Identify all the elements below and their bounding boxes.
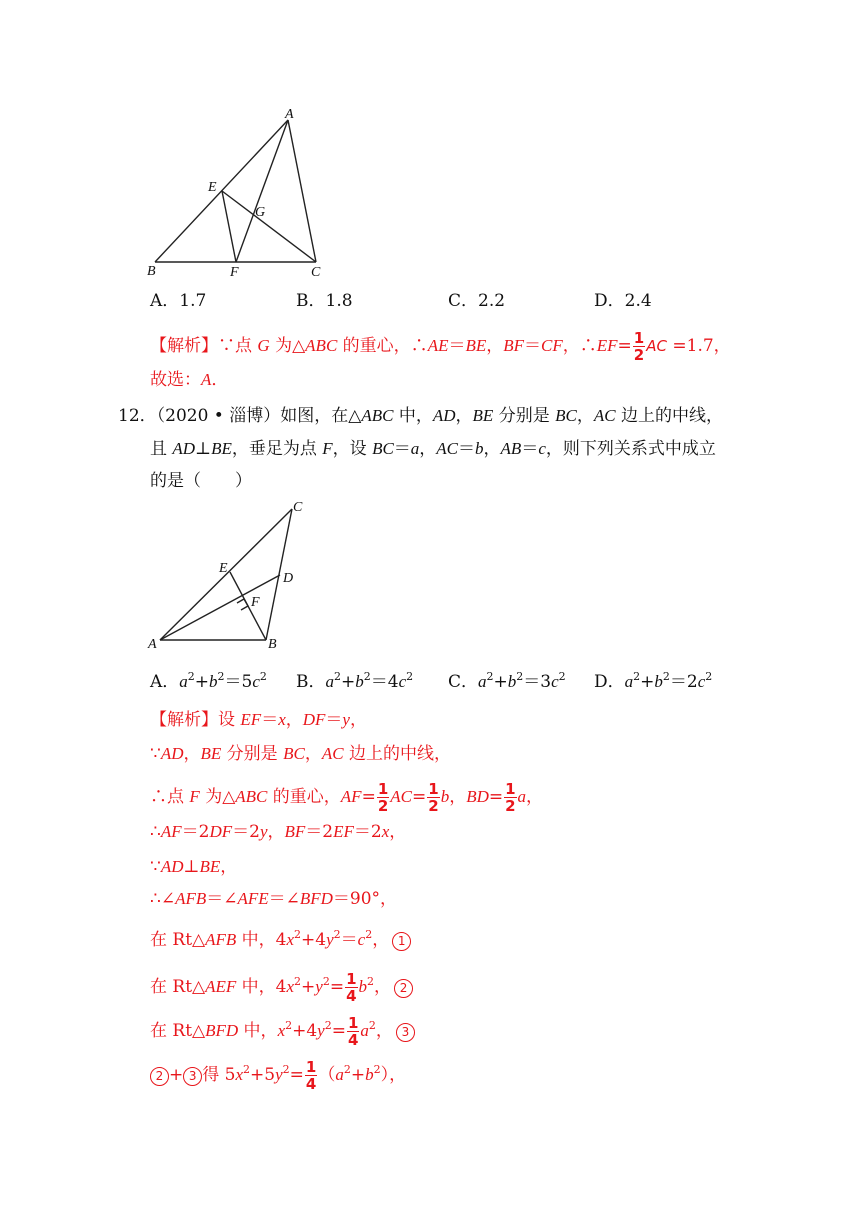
q12-analysis-line8: 在 Rt△AEF 中，$4x^2+y^2=$ $\frac{1}{4}$ $b^2$， 2 bbox=[150, 972, 413, 1003]
q12-option-b: B．$a^2+b^2=4c^2$ bbox=[296, 670, 414, 692]
q12-stem-line1: 12．（2020 • 淄博）如图，在△ABC 中，AD，BE 分别是 BC，AC 边上的中线， bbox=[118, 406, 723, 426]
label-F: F bbox=[251, 595, 260, 610]
q12-analysis-line10: 2 + 3 得 $5x^2+5y^2=$ $\frac{1}{4}$ $(a^2+b^2)$， bbox=[150, 1060, 406, 1091]
q12-option-c: C．$a^2+b^2=3c^2$ bbox=[448, 670, 566, 692]
q12-stem-line3: 的是（ ） bbox=[150, 471, 252, 491]
q11-option-d: D．2.4 bbox=[594, 291, 652, 311]
q12-analysis-line6: ∴∠AFB＝∠AFE＝∠BFD＝90°， bbox=[150, 889, 398, 909]
label-E: E bbox=[219, 561, 228, 576]
label-D: D bbox=[283, 571, 294, 586]
q11-option-a: A．1.7 bbox=[150, 291, 207, 311]
label-B: B bbox=[147, 264, 156, 279]
label-E: E bbox=[208, 180, 217, 195]
q12-analysis-line1: 【解析】设 EF＝x，DF＝y， bbox=[150, 710, 367, 730]
q12-option-d: D．$a^2+b^2=2c^2$ bbox=[594, 670, 713, 692]
triangle-figure-2 bbox=[140, 495, 320, 655]
label-C: C bbox=[311, 265, 321, 280]
q12-analysis-line9: 在 Rt△BFD 中，$x^2+4y^2=$ $\frac{1}{4}$ $a^2$， 3 bbox=[150, 1016, 415, 1047]
q11-analysis-line1: 【解析】∵点 G 为△ABC 的重心，∴AE＝BE，BF＝CF，∴EF= $\frac{1}{2}$ AC =1.7， bbox=[150, 329, 731, 364]
q11-analysis-line2: 故选：A． bbox=[150, 370, 229, 390]
q12-option-a: A．$a^2+b^2=5c^2$ bbox=[150, 670, 267, 692]
label-F: F bbox=[230, 265, 239, 280]
q11-option-b: B．1.8 bbox=[296, 291, 353, 311]
label-G: G bbox=[255, 205, 266, 220]
q12-stem-line2: 且 AD⊥BE，垂足为点 F，设 BC＝a，AC＝b，AB＝c，则下列关系式中成立 bbox=[150, 439, 716, 459]
q12-analysis-line3: ∴点 F 为△ABC 的重心，AF= $\frac{1}{2}$ AC= $\frac{1}{2}$ b，BD= $\frac{1}{2}$ a， bbox=[150, 780, 544, 815]
label-C: C bbox=[293, 500, 303, 515]
label-A: A bbox=[285, 107, 294, 122]
triangle-figure-1 bbox=[140, 100, 340, 285]
q12-analysis-line2: ∵AD，BE 分别是 BC，AC 边上的中线， bbox=[150, 744, 451, 764]
q12-analysis-line4: ∴AF＝2DF＝2y，BF＝2EF＝2x， bbox=[150, 822, 407, 842]
q12-analysis-line5: ∵AD⊥BE， bbox=[150, 857, 238, 877]
q12-analysis-line7: 在 Rt△AFB 中，$4x^2+4y^2=c^2$， 1 bbox=[150, 928, 411, 952]
q11-option-c: C．2.2 bbox=[448, 291, 506, 311]
label-B: B bbox=[268, 637, 277, 652]
label-A: A bbox=[148, 637, 157, 652]
